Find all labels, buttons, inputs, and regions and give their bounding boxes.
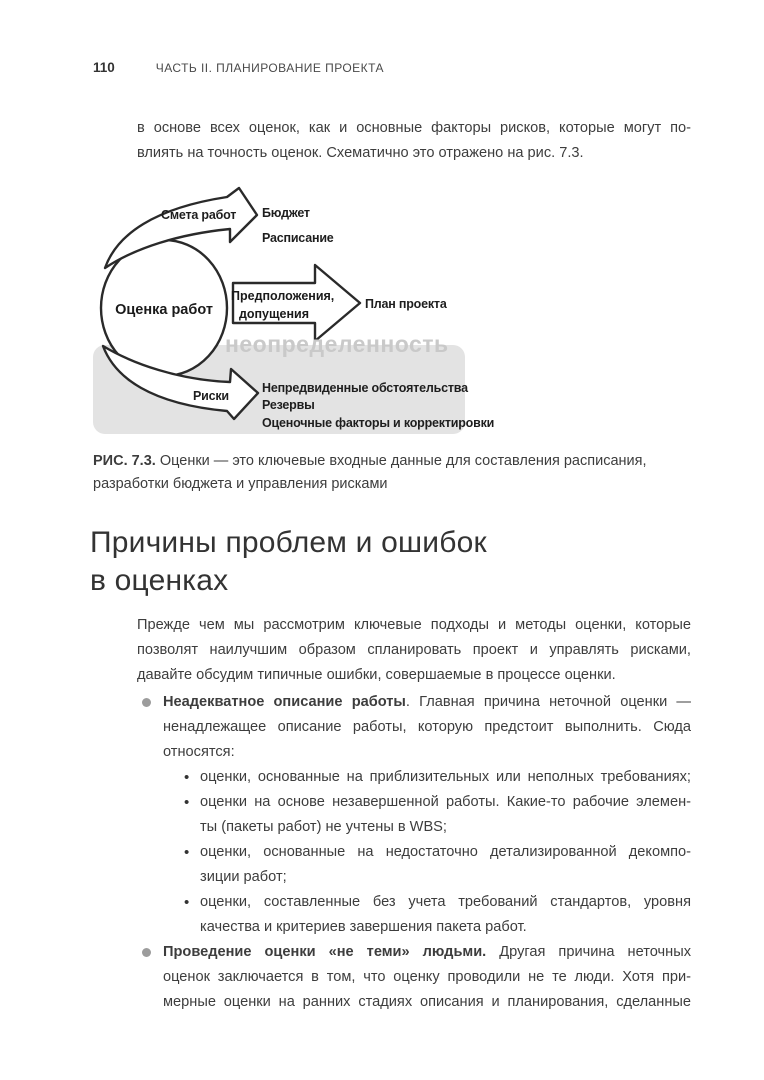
- text-line: позволят наилучшим образом спланировать проект и управлять рисками,: [137, 642, 691, 658]
- bullet-item: [137, 940, 691, 1015]
- output-reserves: Резервы: [262, 398, 315, 412]
- bullet-lead-bold: Неадекватное описание работы: [163, 694, 406, 710]
- text-line: влиять на точность оценок. Схематично это отражено на рис. 7.3.: [137, 145, 584, 161]
- bullet-list: [137, 690, 691, 1015]
- sub-bullet-marker-icon: •: [184, 794, 190, 811]
- text-line: оценки, составленные без учета требований стандартов, уровня: [200, 894, 691, 910]
- sub-bullet-item: [163, 890, 691, 940]
- caption-line: [93, 450, 705, 473]
- sub-bullet-marker-icon: •: [184, 769, 190, 786]
- caption-text: Оценки — это ключевые входные данные для составления расписания,: [155, 453, 647, 469]
- section-heading-line: в оценках: [90, 563, 229, 597]
- text-line: качества и критериев завершения пакета работ.: [200, 919, 527, 935]
- sub-bullet-marker-icon: •: [184, 844, 190, 861]
- middle-arrow-label-line: допущения: [238, 307, 310, 321]
- text-line: оценки, основанные на приблизительных или неполных требованиях;: [200, 769, 691, 785]
- text-line: [163, 940, 691, 965]
- text-line: [163, 690, 691, 715]
- sub-bullet-item: [163, 790, 691, 840]
- section-heading: [90, 524, 487, 599]
- text-line: оценки, основанные на недостаточно детализированной декомпо-: [200, 844, 691, 860]
- middle-arrow-label-line: Предположения,: [231, 289, 335, 303]
- text-line: Прежде чем мы рассмотрим ключевые подходы и методы оценки, которые: [137, 617, 691, 633]
- text-line: в основе всех оценок, как и основные факторы рисков, которые могут по-: [137, 120, 691, 136]
- bottom-arrow-label: Риски: [193, 389, 229, 403]
- sub-bullet-item: [163, 840, 691, 890]
- text-line: зиции работ;: [200, 869, 287, 885]
- text-line: оценки на основе незавершенной работы. Какие-то рабочие элемен-: [200, 794, 691, 810]
- page-header: [93, 60, 384, 75]
- sub-bullet-list: [163, 765, 691, 940]
- text-line: относятся:: [163, 744, 235, 760]
- page-number: 110: [93, 60, 115, 75]
- lead-paragraph: [137, 613, 691, 688]
- estimate-circle-label: Оценка работ: [115, 302, 213, 318]
- sub-bullet-marker-icon: •: [184, 894, 190, 911]
- text-line: давайте обсудим типичные ошибки, совершаемые в процессе оценки.: [137, 667, 616, 683]
- top-arrow-label: Смета работ: [161, 208, 237, 222]
- output-project-plan: План проекта: [365, 297, 447, 311]
- output-adjustments: Оценочные факторы и корректировки: [262, 416, 495, 430]
- output-budget: Бюджет: [262, 206, 310, 220]
- figure-caption: [93, 450, 705, 496]
- text-line: ненадлежащее описание работы, которую предстоит выполнить. Сюда: [163, 719, 691, 735]
- caption-figure-number: РИС. 7.3.: [93, 453, 156, 469]
- sub-bullet-item: [163, 765, 691, 790]
- text-line: мерные оценки на ранних стадиях описания и планирования, сделанные: [163, 994, 691, 1010]
- caption-line: разработки бюджета и управления рисками: [93, 476, 388, 492]
- output-contingencies: Непредвиденные обстоятельства: [262, 381, 468, 395]
- bullet-marker-icon: [142, 948, 151, 957]
- figure-diagram: [93, 186, 693, 444]
- bullet-lead-bold: Проведение оценки «не теми» людьми.: [163, 944, 487, 960]
- bullet-lead-rest: Другая причина неточных: [486, 944, 691, 960]
- bullet-marker-icon: [142, 698, 151, 707]
- text-line: ты (пакеты работ) не учтены в WBS;: [200, 819, 447, 835]
- section-heading-line: Причины проблем и ошибок: [90, 526, 487, 559]
- bullet-lead-rest: . Главная причина неточной оценки —: [405, 694, 691, 710]
- intro-paragraph: [137, 116, 691, 166]
- uncertainty-label: неопределенность: [225, 331, 449, 357]
- output-schedule: Расписание: [262, 231, 334, 245]
- text-line: оценок заключается в том, что оценку проводили не те люди. Хотя при-: [163, 969, 691, 985]
- bullet-item: [137, 690, 691, 940]
- running-title: ЧАСТЬ II. ПЛАНИРОВАНИЕ ПРОЕКТА: [155, 61, 384, 75]
- middle-arrow-label: [231, 287, 335, 323]
